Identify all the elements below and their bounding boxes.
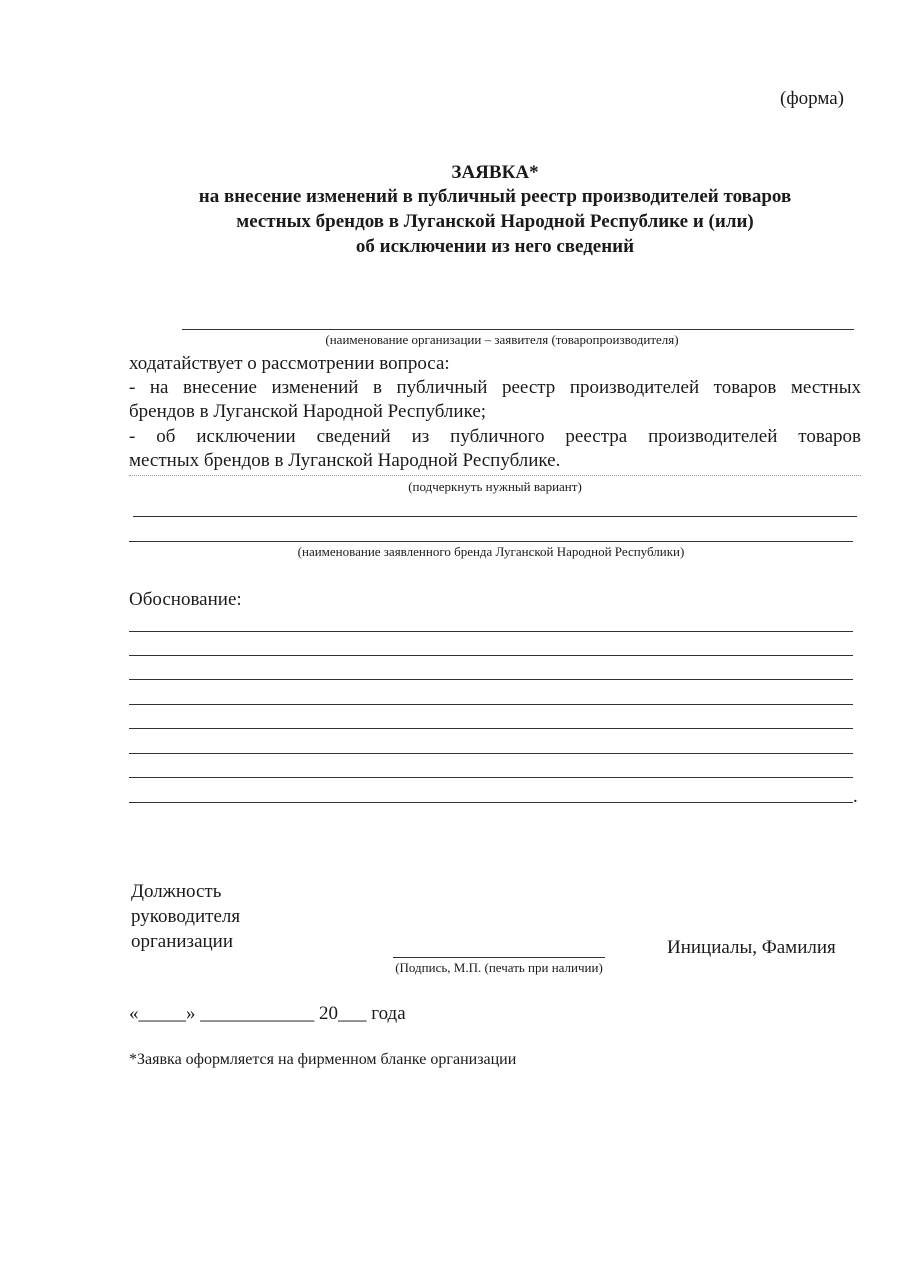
justification-line[interactable] [129, 802, 853, 803]
justification-line[interactable] [129, 631, 853, 632]
date-field[interactable]: «_____» ____________ 20___ года [129, 1003, 406, 1024]
brand-name-field-2[interactable] [129, 541, 853, 542]
position-label-line-1: Должность [131, 881, 222, 902]
option-amend-line-1[interactable]: - на внесение изменений в публичный реестр производителей товаров местных [129, 377, 861, 398]
petition-intro: ходатайствует о рассмотрении вопроса: [129, 353, 450, 374]
form-label: (форма) [780, 88, 845, 109]
option-amend-line-2[interactable]: брендов в Луганской Народной Республике; [129, 401, 487, 422]
option-exclude-line-2[interactable]: местных брендов в Луганской Народной Республике. [129, 450, 561, 471]
dotted-divider [129, 475, 861, 476]
organization-name-caption: (наименование организации – заявителя (товаропроизводителя) [325, 332, 679, 347]
option-exclude-line-1[interactable]: - об исключении сведений из публичного реестра производителей товаров [129, 426, 861, 447]
justification-label: Обоснование: [129, 589, 242, 610]
justification-line[interactable] [129, 679, 853, 680]
position-label-line-2: руководителя [131, 906, 241, 927]
justification-line[interactable] [129, 655, 853, 656]
signature-caption: (Подпись, М.П. (печать при наличии) [395, 960, 603, 975]
justification-line[interactable] [129, 704, 853, 705]
title-line-2: местных брендов в Луганской Народной Республике и (или) [236, 211, 754, 232]
brand-name-caption: (наименование заявленного бренда Луганской Народной Республики) [297, 544, 685, 559]
document-heading: ЗАЯВКА* [451, 162, 539, 183]
signature-field[interactable] [393, 957, 605, 958]
justification-line[interactable] [129, 753, 853, 754]
justification-line[interactable] [129, 777, 853, 778]
title-line-1: на внесение изменений в публичный реестр производителей товаров [198, 186, 792, 207]
brand-name-field-1[interactable] [133, 516, 857, 517]
justification-end-mark: . [853, 786, 858, 807]
title-line-3: об исключении из него сведений [355, 236, 635, 257]
position-label-line-3: организации [131, 931, 234, 952]
justification-line[interactable] [129, 728, 853, 729]
footnote: *Заявка оформляется на фирменном бланке организации [129, 1051, 517, 1068]
organization-name-field[interactable] [182, 329, 854, 330]
initials-surname-label: Инициалы, Фамилия [667, 937, 836, 958]
underline-hint: (подчеркнуть нужный вариант) [408, 479, 582, 494]
